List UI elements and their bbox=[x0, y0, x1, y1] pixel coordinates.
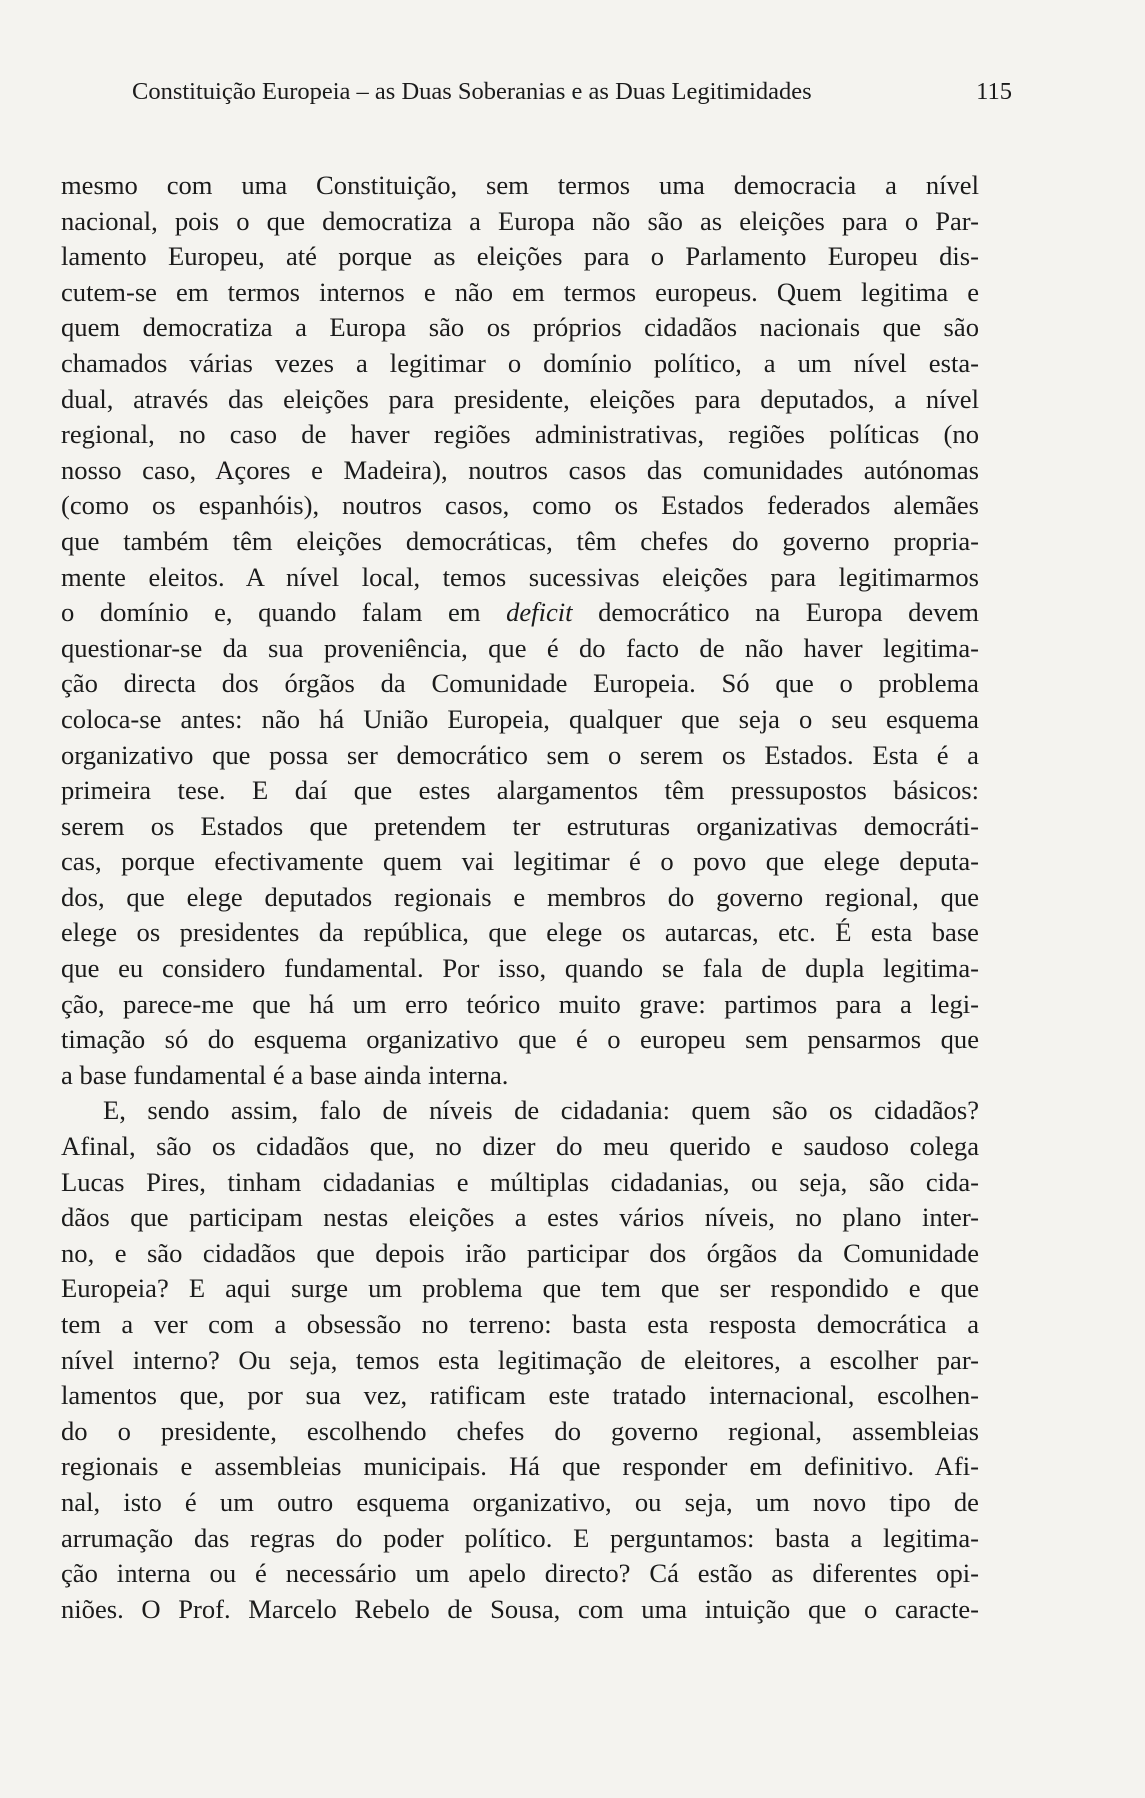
text-line: organizativo que possa ser democrático sem o serem os Estados. Esta é a bbox=[61, 739, 979, 770]
text-line: dos, que elege deputados regionais e membros do governo regional, que bbox=[61, 881, 979, 912]
text-line: cutem-se em termos internos e não em termos europeus. Quem legitima e bbox=[61, 276, 979, 307]
text-line: arrumação das regras do poder político. E perguntamos: basta a legitima- bbox=[61, 1522, 979, 1553]
text-line: tem a ver com a obsessão no terreno: basta esta resposta democrática a bbox=[61, 1309, 979, 1339]
text-line: dãos que participam nestas eleições a estes vários níveis, no plano inter- bbox=[61, 1202, 979, 1233]
text-line: que eu considero fundamental. Por isso, quando se fala de dupla legitima- bbox=[61, 953, 979, 984]
text-line: primeira tese. E daí que estes alargamentos têm pressupostos básicos: bbox=[61, 775, 979, 806]
text-line: nível interno? Ou seja, temos esta legitimação de eleitores, a escolher par- bbox=[61, 1344, 979, 1375]
page-number: 115 bbox=[976, 78, 1012, 105]
text-line: niões. O Prof. Marcelo Rebelo de Sousa, com uma intuição que o caracte- bbox=[61, 1593, 979, 1624]
text-line: mente eleitos. A nível local, temos sucessivas eleições para legitimarmos bbox=[61, 561, 979, 592]
text-line: nal, isto é um outro esquema organizativo, ou seja, um novo tipo de bbox=[61, 1486, 979, 1517]
text-line: do o presidente, escolhendo chefes do governo regional, assembleias bbox=[61, 1415, 979, 1446]
text-line: chamados várias vezes a legitimar o domínio político, a um nível esta- bbox=[61, 347, 979, 378]
text-line: ção directa dos órgãos da Comunidade Europeia. Só que o problema bbox=[61, 668, 979, 699]
text-line: Lucas Pires, tinham cidadanias e múltiplas cidadanias, ou seja, são cida- bbox=[61, 1166, 979, 1197]
text-line: Afinal, são os cidadãos que, no dizer do meu querido e saudoso colega bbox=[61, 1131, 979, 1162]
text-line: nosso caso, Açores e Madeira), noutros casos das comunidades autónomas bbox=[61, 454, 979, 485]
text-line: dual, através das eleições para presidente, eleições para deputados, a nível bbox=[61, 383, 979, 414]
text-line: regional, no caso de haver regiões administrativas, regiões políticas (no bbox=[61, 419, 979, 450]
text-line: timação só do esquema organizativo que é o europeu sem pensarmos que bbox=[61, 1024, 979, 1055]
text-line-paragraph-end: a base fundamental é a base ainda interna. bbox=[61, 1059, 509, 1090]
text-line: mesmo com uma Constituição, sem termos uma democracia a nível bbox=[61, 170, 979, 200]
text-line: (como os espanhóis), noutros casos, como os Estados federados alemães bbox=[61, 490, 979, 521]
text-line: serem os Estados que pretendem ter estruturas organizativas democráti- bbox=[61, 810, 979, 841]
text-line: no, e são cidadãos que depois irão participar dos órgãos da Comunidade bbox=[61, 1237, 979, 1268]
text-line: questionar-se da sua proveniência, que é do facto de não haver legitima- bbox=[61, 632, 979, 663]
text-line: cas, porque efectivamente quem vai legitimar é o povo que elege deputa- bbox=[61, 846, 979, 877]
text-line: ção interna ou é necessário um apelo directo? Cá estão as diferentes opi- bbox=[61, 1558, 979, 1589]
running-header bbox=[132, 76, 1012, 108]
text-segment: democrático na Europa devem bbox=[572, 597, 979, 628]
text-line: coloca-se antes: não há União Europeia, qualquer que seja o seu esquema bbox=[61, 703, 979, 734]
text-line: que também têm eleições democráticas, têm chefes do governo propria- bbox=[61, 525, 979, 556]
text-line: elege os presidentes da república, que elege os autarcas, etc. É esta base bbox=[61, 917, 979, 948]
paragraph-1 bbox=[61, 168, 979, 1093]
body-text bbox=[61, 168, 979, 1627]
text-segment: o domínio e, quando falam em bbox=[61, 597, 507, 628]
text-line: nacional, pois o que democratiza a Europa não são as eleições para o Par- bbox=[61, 205, 979, 236]
paragraph-2 bbox=[61, 1093, 979, 1627]
italic-term: deficit bbox=[506, 597, 573, 628]
running-title: Constituição Europeia – as Duas Soberanias e as Duas Legitimidades bbox=[132, 78, 812, 105]
text-line: Europeia? E aqui surge um problema que tem que ser respondido e que bbox=[61, 1273, 979, 1304]
text-line: ção, parece-me que há um erro teórico muito grave: partimos para a legi- bbox=[61, 988, 979, 1019]
text-line-with-italic bbox=[61, 595, 979, 631]
text-line: quem democratiza a Europa são os próprios cidadãos nacionais que são bbox=[61, 312, 979, 343]
text-line: lamentos que, por sua vez, ratificam este tratado internacional, escolhen- bbox=[61, 1380, 979, 1411]
text-line: lamento Europeu, até porque as eleições para o Parlamento Europeu dis- bbox=[61, 241, 979, 272]
text-line: regionais e assembleias municipais. Há que responder em definitivo. Afi- bbox=[61, 1451, 979, 1482]
text-line-indented: E, sendo assim, falo de níveis de cidadania: quem são os cidadãos? bbox=[103, 1095, 979, 1126]
